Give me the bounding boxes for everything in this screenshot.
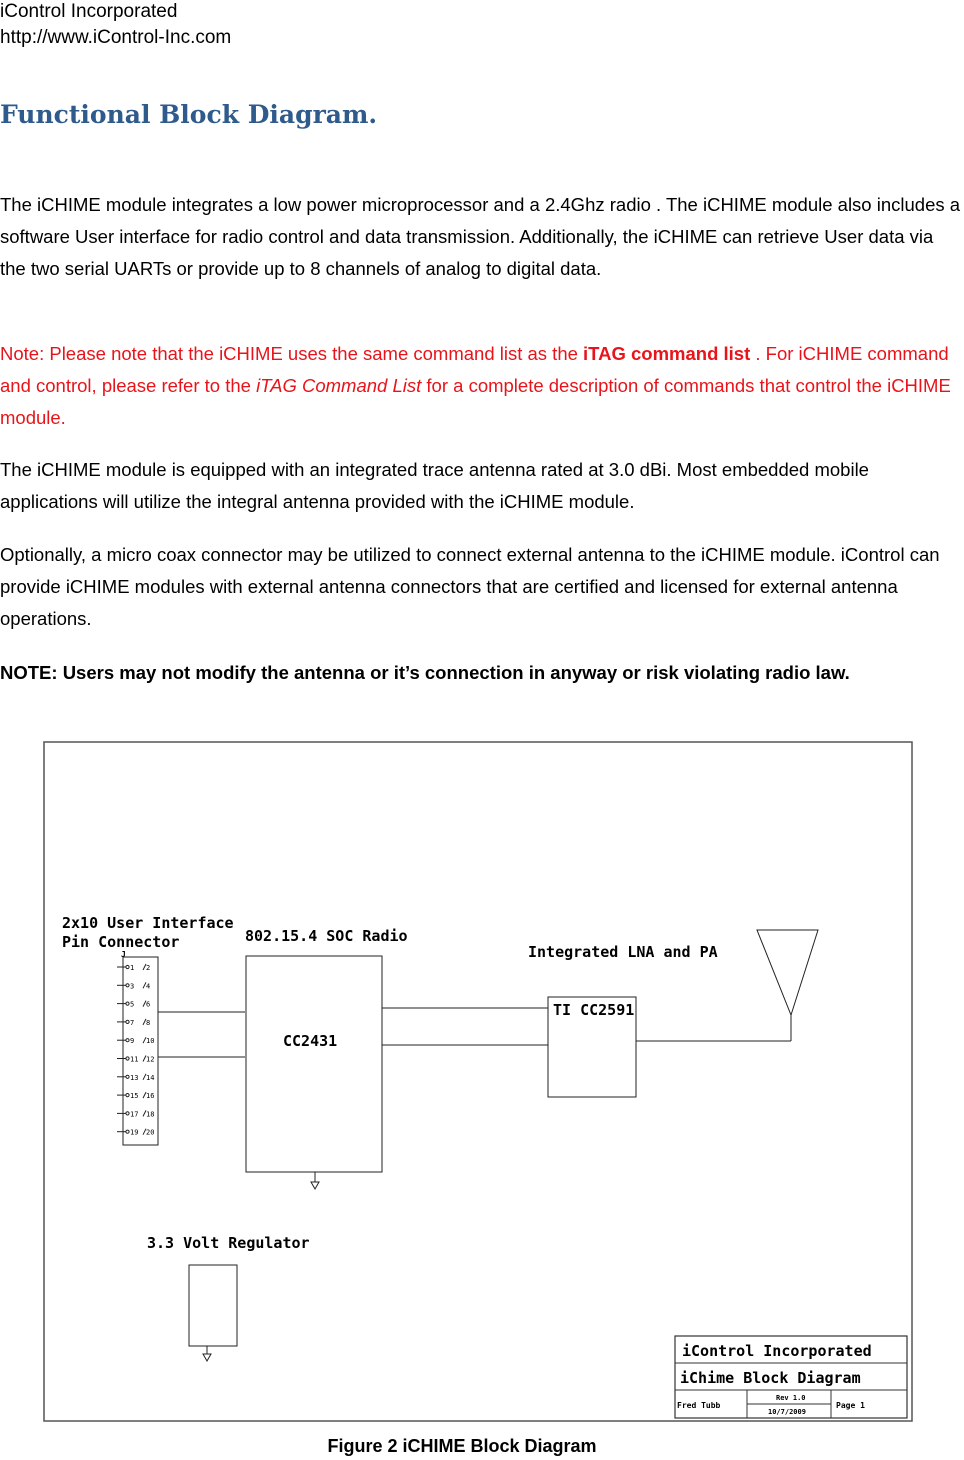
- pin-dot-1: [126, 965, 129, 968]
- title-block-drawing: iChime Block Diagram: [680, 1369, 861, 1387]
- pin-dot-3: [126, 984, 129, 987]
- soc-block: [246, 956, 382, 1172]
- pin-label-7: 7: [130, 1018, 135, 1027]
- pin-dot-13: [126, 1075, 129, 1078]
- section-title: Functional Block Diagram.: [0, 100, 378, 129]
- optional-antenna-paragraph: Optionally, a micro coax connector may be utilized to connect external antenna to the iCHIME module. iControl can provide iCHIME modules with external antenna connectors that are certified and licensed for external antenna operations.: [0, 544, 940, 629]
- pin-dot-7: [126, 1020, 129, 1023]
- lna-chip-label: TI CC2591: [553, 1001, 635, 1019]
- lna-label: Integrated LNA and PA: [528, 943, 718, 961]
- pin-label-8: 8: [146, 1018, 151, 1027]
- pin-dot-11: [126, 1057, 129, 1060]
- figure-caption: Figure 2 iCHIME Block Diagram: [327, 1436, 597, 1456]
- antenna-icon: [757, 930, 818, 1015]
- pin-label-6: 6: [146, 1000, 151, 1009]
- pin-label-16: 16: [146, 1092, 155, 1101]
- pin-dot-15: [126, 1094, 129, 1097]
- regulator-block: [189, 1265, 237, 1346]
- title-block: [675, 1336, 907, 1418]
- connector-ref: J: [121, 950, 126, 959]
- pin-label-20: 20: [146, 1128, 155, 1137]
- pin-dot-19: [126, 1130, 129, 1133]
- pin-label-13: 13: [130, 1073, 139, 1082]
- title-block-author: Fred Tubb: [677, 1401, 721, 1410]
- pin-label-4: 4: [146, 982, 151, 991]
- diagram-frame: [44, 742, 912, 1421]
- pin-dot-9: [126, 1039, 129, 1042]
- pin-label-9: 9: [130, 1037, 135, 1046]
- note-text-3: for a complete description of commands that control the iCHIME module.: [0, 375, 951, 428]
- note-text-1: Note: Please note that the iCHIME uses the same command list as the: [0, 343, 584, 364]
- connector-label-line2: Pin Connector: [62, 933, 180, 951]
- title-block-rev: Rev 1.0: [776, 1394, 806, 1402]
- pin-label-19: 19: [130, 1128, 139, 1137]
- radio-law-warning: NOTE: Users may not modify the antenna or it’s connection in anyway or risk violating radio law.: [0, 662, 850, 683]
- pin-label-11: 11: [130, 1055, 139, 1064]
- connector-label-line1: 2x10 User Interface: [62, 914, 234, 932]
- pin-label-5: 5: [130, 1000, 135, 1009]
- header-company: iControl Incorporated: [0, 1, 178, 22]
- antenna-paragraph: The iCHIME module is equipped with an integrated trace antenna rated at 3.0 dBi. Most embedded mobile applications will utilize the integral antenna provided with the iCHIME module.: [0, 459, 869, 512]
- header-url: http://www.iControl-Inc.com: [0, 27, 232, 48]
- pin-label-2: 2: [146, 964, 151, 972]
- pin-label-12: 12: [146, 1055, 155, 1064]
- note-text-2: . For iCHIME command and control, please refer to the: [0, 343, 949, 396]
- pin-dot-17: [126, 1112, 129, 1115]
- intro-paragraph: The iCHIME module integrates a low power microprocessor and a 2.4Ghz radio . The iCHIME module also includes a software User interface for radio control and data transmission. Additionally, the iCHIME can retrieve User data via the two serial UARTs or provide up to 8 channels of analog to digital data.: [0, 194, 961, 279]
- pin-dot-5: [126, 1002, 129, 1005]
- itag-command-list-ref: iTAG command list: [583, 343, 751, 364]
- pin-label-1: 1: [130, 964, 135, 972]
- soc-ground-symbol: [311, 1182, 319, 1189]
- pin-label-15: 15: [130, 1092, 139, 1101]
- itag-command-list-italic: iTAG Command List: [256, 375, 422, 396]
- pin-label-18: 18: [146, 1110, 155, 1119]
- pin-label-17: 17: [130, 1110, 139, 1119]
- regulator-label: 3.3 Volt Regulator: [147, 1234, 310, 1252]
- regulator-ground-symbol: [203, 1354, 211, 1361]
- title-block-date: 10/7/2009: [768, 1408, 806, 1416]
- soc-label: 802.15.4 SOC Radio: [245, 927, 408, 945]
- pin-label-10: 10: [146, 1037, 155, 1046]
- title-block-page: Page 1: [836, 1401, 865, 1410]
- pin-label-3: 3: [130, 982, 135, 991]
- title-block-company: iControl Incorporated: [682, 1342, 872, 1360]
- soc-chip-label: CC2431: [283, 1032, 338, 1050]
- pin-label-14: 14: [146, 1073, 155, 1082]
